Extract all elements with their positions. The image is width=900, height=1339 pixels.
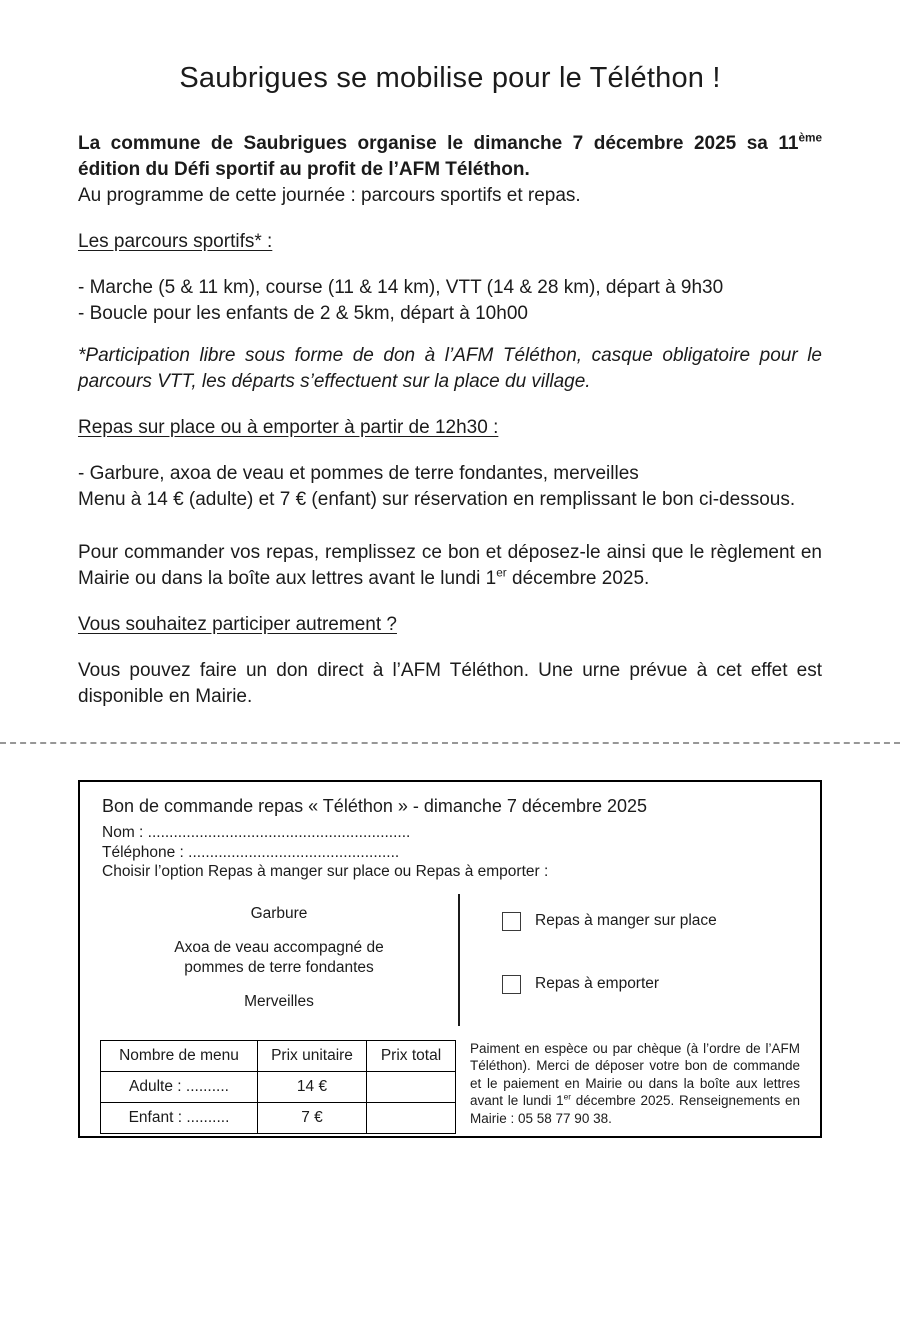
checkbox-emporter[interactable] (502, 975, 521, 994)
flyer-page (0, 62, 900, 1138)
intro-superscript: ème (798, 131, 822, 145)
cell-adulte-label: Adulte : .......... (101, 1071, 258, 1102)
payment-text: Paiment en espèce ou par chèque (à l’ordre de l’AFM Téléthon). Merci de déposer votre bon de commande et le paiement en Mairie ou dans la boîte aux lettres avant le lundi 1 (470, 1040, 800, 1108)
form-bottom-area (100, 1040, 800, 1134)
payment-note (470, 1040, 800, 1128)
parcours-heading: Les parcours sportifs* : (78, 231, 273, 252)
table-header-row (101, 1040, 456, 1071)
price-table (100, 1040, 456, 1134)
payment-superscript: er (563, 1091, 572, 1102)
menu-item-axoa: Axoa de veau accompagné de pommes de terre fondantes (174, 938, 384, 976)
options-column (460, 894, 800, 1026)
order-text: Pour commander vos repas, remplissez ce bon et déposez-le ainsi que le règlement en Mairie ou dans la boîte aux lettres avant le lundi 1 (78, 542, 822, 589)
form-title: Bon de commande repas « Téléthon » - dimanche 7 décembre 2025 (102, 796, 648, 816)
order-text-2: décembre 2025. (506, 568, 650, 589)
participation-note: *Participation libre sous forme de don à l’AFM Téléthon, casque obligatoire pour le parcours VTT, les départs s’effectuent sur la place du village. (78, 345, 822, 392)
order-paragraph (78, 540, 822, 592)
intro-text: La commune de Saubrigues organise le dimanche 7 décembre 2025 sa 11 (78, 133, 799, 154)
option-emporter[interactable] (502, 975, 800, 994)
cell-adulte-total (367, 1071, 456, 1102)
menu-item-merveilles: Merveilles (244, 992, 314, 1010)
parcours-item-1: - Marche (5 & 11 km), course (11 & 14 km), VTT (14 & 28 km), départ à 9h30 (78, 277, 724, 298)
cut-line (0, 742, 900, 744)
option-sur-place-label: Repas à manger sur place (535, 912, 717, 929)
menu-list (100, 894, 460, 1026)
table-row-enfant (101, 1102, 456, 1133)
payment-text-2: décembre 2025. Renseignements en Mairie : 05 58 77 90 38. (470, 1093, 800, 1126)
table-row-adulte (101, 1071, 456, 1102)
col-header-unit-price: Prix unitaire (258, 1040, 367, 1071)
participate-heading: Vous souhaitez participer autrement ? (78, 614, 397, 635)
page-title: Saubrigues se mobilise pour le Téléthon ! (179, 62, 721, 94)
menu-item-garbure: Garbure (250, 904, 308, 922)
col-header-total-price: Prix total (367, 1040, 456, 1071)
don-paragraph: Vous pouvez faire un don direct à l’AFM Téléthon. Une urne prévue à cet effet est disponible en Mairie. (78, 660, 822, 707)
option-emporter-label: Repas à emporter (535, 975, 660, 992)
name-field-line: Nom : ............................................................. (102, 824, 411, 841)
flyer-body (0, 131, 900, 710)
order-superscript: er (496, 566, 507, 580)
checkbox-sur-place[interactable] (502, 912, 521, 931)
choose-option-line: Choisir l’option Repas à manger sur place ou Repas à emporter : (102, 863, 549, 880)
order-form-box (78, 780, 822, 1138)
intro-paragraph (78, 131, 822, 183)
option-sur-place[interactable] (502, 912, 800, 931)
intro-text-2: édition du Défi sportif au profit de l’AFM Téléthon. (78, 159, 530, 180)
col-header-menu: Nombre de menu (101, 1040, 258, 1071)
menu-price-line: Menu à 14 € (adulte) et 7 € (enfant) sur réservation en remplissant le bon ci-dessous. (78, 489, 796, 510)
cell-adulte-unit: 14 € (258, 1071, 367, 1102)
intro-line2: Au programme de cette journée : parcours sportifs et repas. (78, 185, 581, 206)
repas-item: - Garbure, axoa de veau et pommes de terre fondantes, merveilles (78, 463, 639, 484)
cell-enfant-label: Enfant : .......... (101, 1102, 258, 1133)
choice-area (100, 894, 800, 1026)
repas-heading: Repas sur place ou à emporter à partir de 12h30 : (78, 417, 499, 438)
cell-enfant-total (367, 1102, 456, 1133)
cell-enfant-unit: 7 € (258, 1102, 367, 1133)
phone-field-line: Téléphone : ................................................. (102, 843, 400, 861)
parcours-item-2: - Boucle pour les enfants de 2 & 5km, départ à 10h00 (78, 303, 528, 324)
